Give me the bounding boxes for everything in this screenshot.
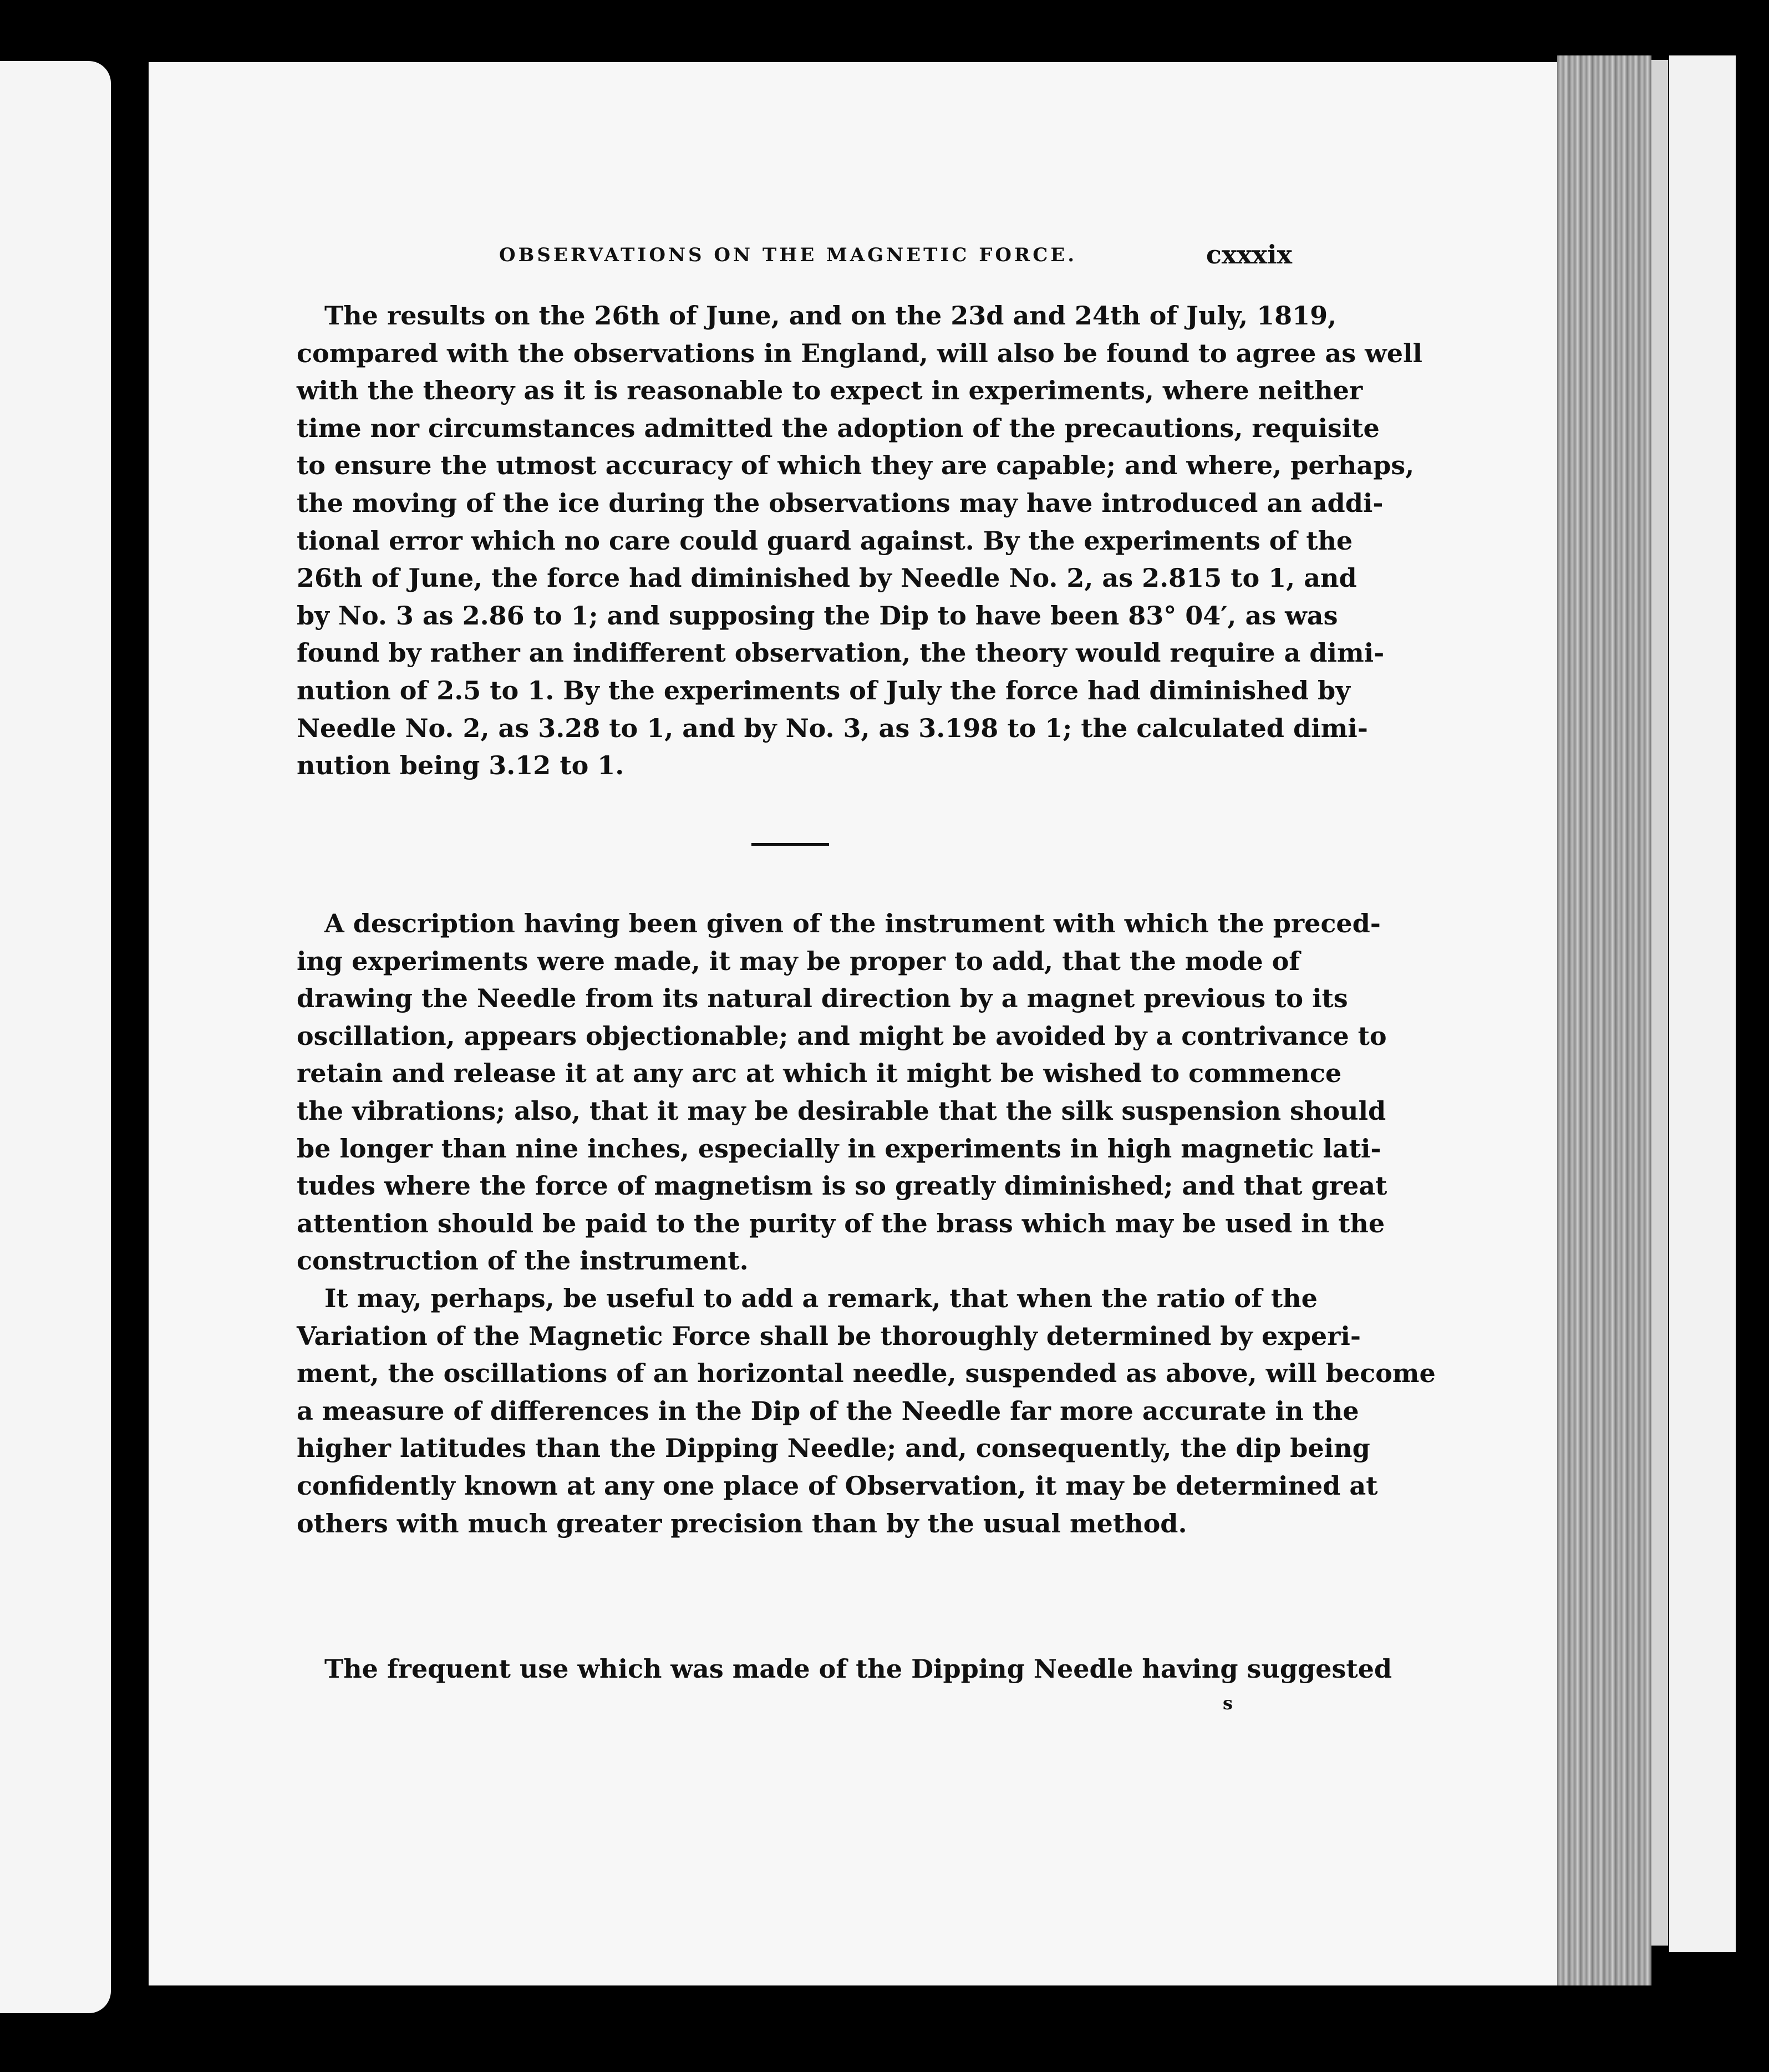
text-line: higher latitudes than the Dipping Needle; and, consequently, the dip being xyxy=(297,1433,1370,1464)
text-line: ment, the oscillations of an horizontal needle, suspended as above, will become xyxy=(297,1358,1436,1389)
text-line: The results on the 26th of June, and on the 23d and 24th of July, 1819, xyxy=(324,301,1337,331)
text-line: the moving of the ice during the observations may have introduced an addi- xyxy=(297,487,1384,518)
text-line: to ensure the utmost accuracy of which they are capable; and where, perhaps, xyxy=(297,450,1415,481)
text-line: nution of 2.5 to 1. By the experiments of July the force had diminished by xyxy=(297,675,1350,705)
text-line: with the theory as it is reasonable to expect in experiments, where neither xyxy=(297,375,1363,406)
page-stack-edge xyxy=(1557,55,1651,1985)
text-line: construction of the instrument. xyxy=(297,1246,749,1276)
text-line: The frequent use which was made of the Dipping Needle having suggested xyxy=(324,1654,1392,1684)
text-line: attention should be paid to the purity of the brass which may be used in the xyxy=(297,1208,1385,1238)
text-line: be longer than nine inches, especially in experiments in high magnetic lati- xyxy=(297,1133,1381,1164)
text-line: compared with the observations in England, will also be found to agree as well xyxy=(297,338,1422,368)
text-line: by No. 3 as 2.86 to 1; and supposing the Dip to have been 83° 04′, as was xyxy=(297,600,1338,631)
section-divider xyxy=(751,843,829,846)
text-line: drawing the Needle from its natural direction by a magnet previous to its xyxy=(297,983,1348,1014)
text-line: confidently known at any one place of Observation, it may be determined at xyxy=(297,1470,1378,1501)
text-line: others with much greater precision than by the usual method. xyxy=(297,1508,1187,1538)
page-stack-edge-light xyxy=(1651,60,1668,1946)
text-line: a measure of differences in the Dip of the Needle far more accurate in the xyxy=(297,1395,1359,1426)
text-line: the vibrations; also, that it may be desirable that the silk suspension should xyxy=(297,1095,1386,1126)
text-line: A description having been given of the instrument with which the preced- xyxy=(324,908,1381,938)
text-line: Needle No. 2, as 3.28 to 1, and by No. 3, as 3.198 to 1; the calculated dimi- xyxy=(297,713,1368,743)
paragraph-results xyxy=(297,297,1422,785)
text-line: 26th of June, the force had diminished by Needle No. 2, as 2.815 to 1, and xyxy=(297,563,1357,593)
text-line: Variation of the Magnetic Force shall be thoroughly determined by experi- xyxy=(297,1321,1361,1351)
text-line: nution being 3.12 to 1. xyxy=(297,750,624,781)
text-line: time nor circumstances admitted the adoption of the precautions, requisite xyxy=(297,413,1380,443)
paragraph-dipping-needle xyxy=(297,1651,1392,1688)
page-number: cxxxix xyxy=(1206,240,1292,270)
running-title: OBSERVATIONS ON THE MAGNETIC FORCE. xyxy=(499,244,1077,266)
text-line: retain and release it at any arc at which it might be wished to commence xyxy=(297,1058,1342,1089)
signature-mark: s xyxy=(1223,1693,1233,1714)
text-line: It may, perhaps, be useful to add a remark, that when the ratio of the xyxy=(324,1283,1318,1313)
text-line: found by rather an indifferent observation, the theory would require a dimi- xyxy=(297,638,1385,668)
text-line: oscillation, appears objectionable; and might be avoided by a contrivance to xyxy=(297,1020,1387,1051)
text-line: ing experiments were made, it may be proper to add, that the mode of xyxy=(297,946,1300,976)
text-line: tudes where the force of magnetism is so greatly diminished; and that great xyxy=(297,1171,1387,1201)
paragraph-description xyxy=(297,905,1387,1280)
paragraph-remark xyxy=(297,1280,1436,1542)
text-line: tional error which no care could guard against. By the experiments of the xyxy=(297,525,1353,556)
facing-page-edge xyxy=(0,61,111,2013)
background-strip xyxy=(1669,55,1736,1952)
